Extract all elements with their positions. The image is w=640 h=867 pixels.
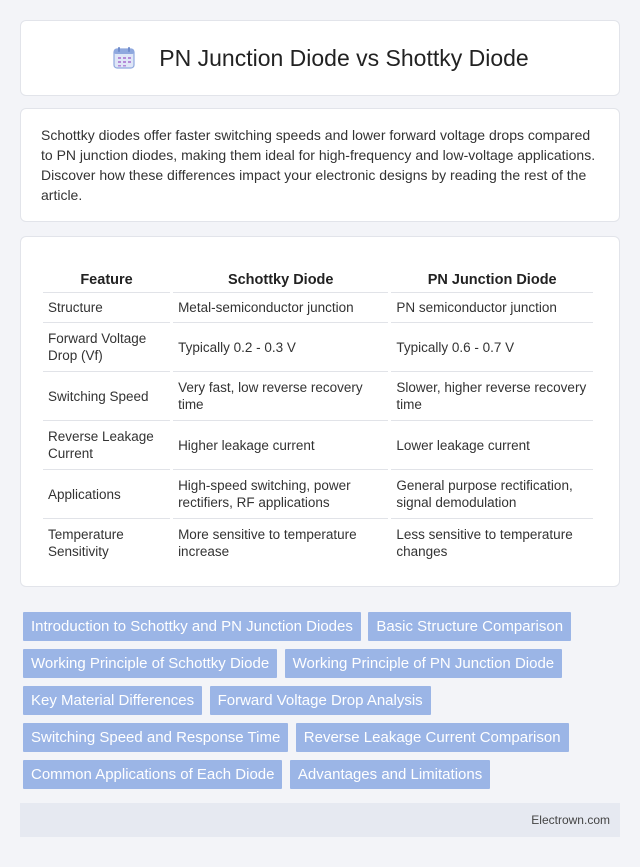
tag-working-principle-schottky[interactable]: Working Principle of Schottky Diode [23,649,277,678]
schottky-cell: Higher leakage current [173,420,388,469]
tag-working-principle-pn[interactable]: Working Principle of PN Junction Diode [285,649,563,678]
intro-card [20,108,620,222]
table-row [43,420,593,469]
feature-cell: Structure [43,292,170,322]
page-title: PN Junction Diode vs Shottky Diode [159,44,529,71]
pn-junction-cell: Slower, higher reverse recovery time [391,371,593,420]
feature-cell: Forward Voltage Drop (Vf) [43,322,170,371]
schottky-cell: Typically 0.2 - 0.3 V [173,322,388,371]
comparison-table-card [20,236,620,587]
table-row [43,292,593,322]
feature-cell: Reverse Leakage Current [43,420,170,469]
pn-junction-cell: Less sensitive to temperature changes [391,518,593,567]
header-feature: Feature [80,272,133,288]
pn-junction-cell: General purpose rectification, signal demodulation [391,469,593,518]
schottky-cell: Very fast, low reverse recovery time [173,371,388,420]
feature-cell: Temperature Sensitivity [43,518,170,567]
table-row [43,469,593,518]
footer-source[interactable]: Electrown.com [531,813,610,827]
feature-cell: Applications [43,469,170,518]
tag-material-differences[interactable]: Key Material Differences [23,686,202,715]
tag-introduction[interactable]: Introduction to Schottky and PN Junction Diodes [23,612,361,641]
schottky-cell: More sensitive to temperature increase [173,518,388,567]
topic-tags [23,612,613,797]
title-card [20,20,620,96]
tag-advantages-limitations[interactable]: Advantages and Limitations [290,760,490,789]
footer [20,803,620,837]
comparison-table [40,264,596,567]
intro-text: Schottky diodes offer faster switching speeds and lower forward voltage drops compared to PN junction diodes, making them ideal for high-frequency and low-voltage applications. Discover how these differences impact your electronic designs by reading the rest of the article. [41,127,596,203]
tag-basic-structure[interactable]: Basic Structure Comparison [368,612,571,641]
schottky-cell: Metal-semiconductor junction [173,292,388,322]
pn-junction-cell: Typically 0.6 - 0.7 V [391,322,593,371]
table-row [43,371,593,420]
header-pn-junction: PN Junction Diode [427,272,557,288]
pn-junction-cell: Lower leakage current [391,420,593,469]
tag-common-applications[interactable]: Common Applications of Each Diode [23,760,282,789]
pn-junction-cell: PN semiconductor junction [391,292,593,322]
feature-cell: Switching Speed [43,371,170,420]
tag-forward-voltage[interactable]: Forward Voltage Drop Analysis [210,686,431,715]
calendar-icon [111,45,137,71]
tag-reverse-leakage[interactable]: Reverse Leakage Current Comparison [296,723,569,752]
tag-switching-speed[interactable]: Switching Speed and Response Time [23,723,288,752]
schottky-cell: High-speed switching, power rectifiers, RF applications [173,469,388,518]
table-row [43,518,593,567]
header-schottky: Schottky Diode [227,272,334,288]
table-row [43,322,593,371]
